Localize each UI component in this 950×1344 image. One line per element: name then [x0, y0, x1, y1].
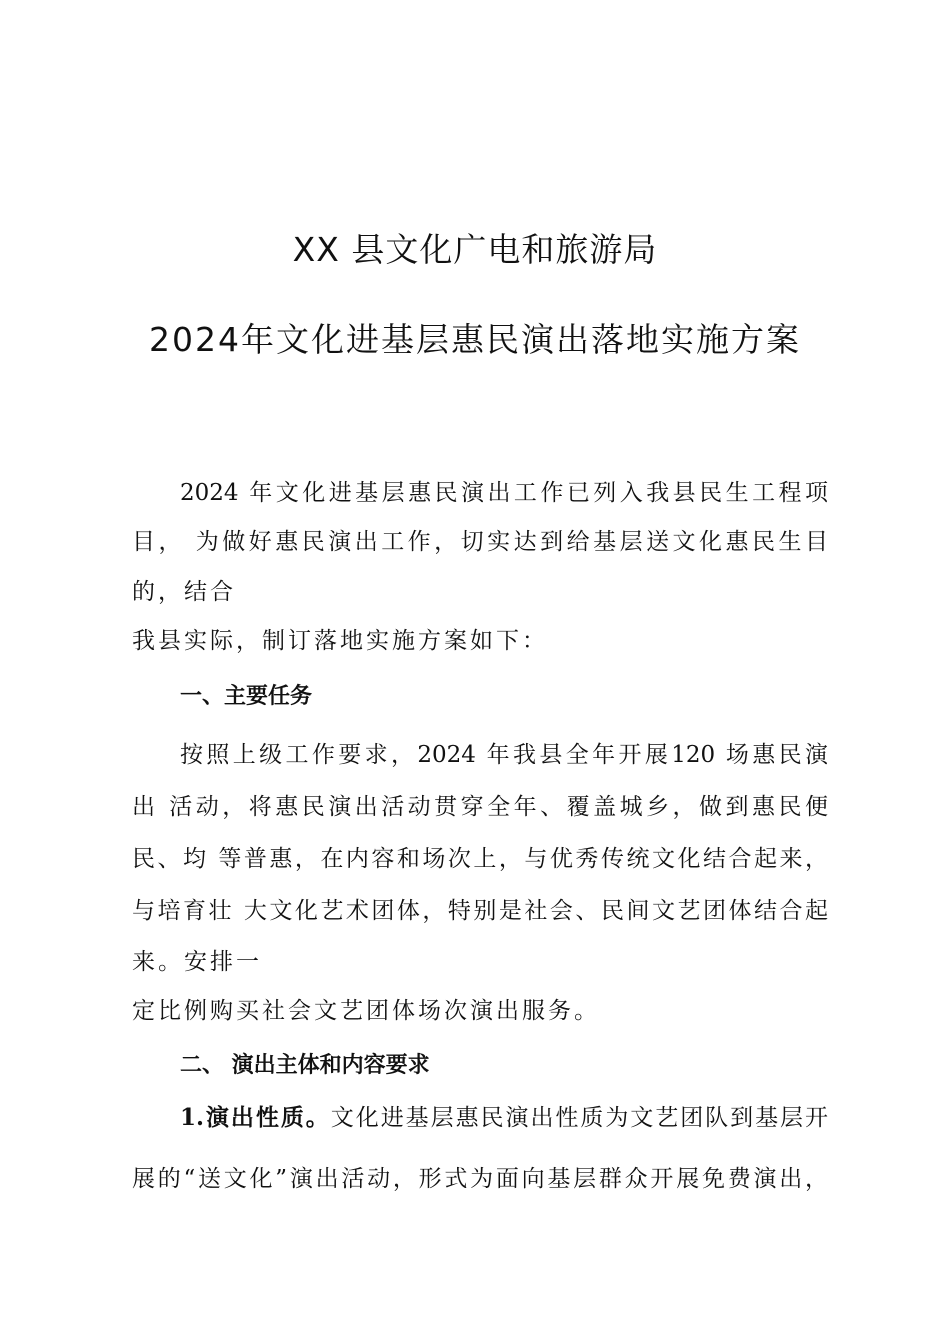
- intro-line-3: 的，结合: [132, 579, 236, 605]
- section1-line-5: 来。安排一: [132, 949, 262, 975]
- section1-line-2: 出 活动，将惠民演出活动贯穿全年、覆盖城乡，做到惠民便: [132, 794, 828, 820]
- section2-item1-line-2: 展的“送文化”演出活动，形式为面向基层群众开展免费演出，: [132, 1166, 828, 1192]
- section-heading-performance-requirements: 二、 演出主体和内容要求: [180, 1053, 430, 1078]
- section2-item1-line-1: [180, 1102, 828, 1134]
- section-heading-main-tasks: 一、主要任务: [180, 684, 313, 709]
- section1-line-6: 定比例购买社会文艺团体场次演出服务。: [132, 998, 600, 1024]
- intro-line-4: 我县实际，制订落地实施方案如下：: [132, 628, 548, 654]
- intro-line-1: 2024 年文化进基层惠民演出工作已列入我县民生工程项: [180, 480, 828, 506]
- item-text: 文化进基层惠民演出性质为文艺团队到基层开: [330, 1105, 829, 1131]
- intro-line-2: 目， 为做好惠民演出工作，切实达到给基层送文化惠民生目: [132, 529, 828, 555]
- item-lead-performance-nature: 1.演出性质。: [180, 1104, 331, 1131]
- section1-line-1: 按照上级工作要求，2024 年我县全年开展120 场惠民演: [180, 742, 828, 768]
- section1-line-4: 与培育壮 大文化艺术团体，特别是社会、民间文艺团体结合起: [132, 898, 828, 924]
- document-title-line-1: XX 县文化广电和旅游局: [292, 230, 658, 269]
- section1-line-3: 民、均 等普惠，在内容和场次上，与优秀传统文化结合起来，: [132, 846, 828, 872]
- document-title-line-2: 2024年文化进基层惠民演出落地实施方案: [149, 320, 801, 359]
